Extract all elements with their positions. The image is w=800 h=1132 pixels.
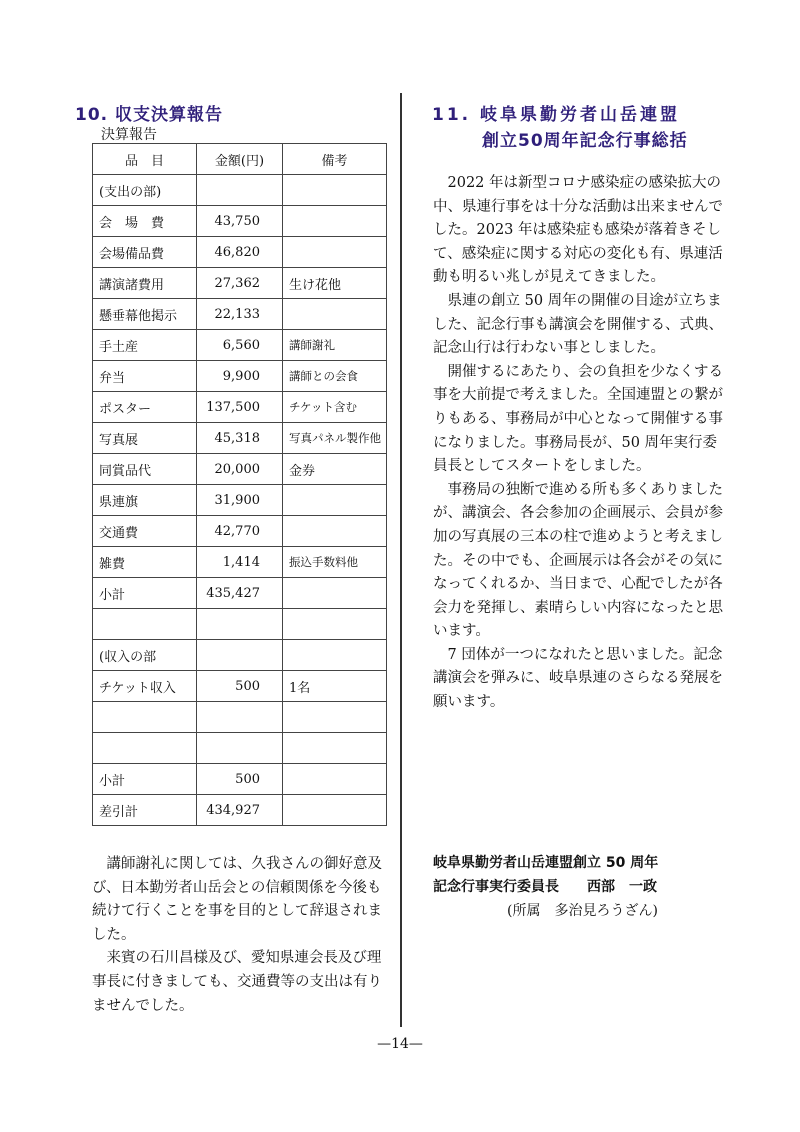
table-row [93, 764, 387, 795]
remarks-cell: チケット含む [283, 392, 387, 423]
summary-body [433, 172, 729, 715]
item-cell: (支出の部) [93, 175, 197, 206]
remarks-cell: 1名 [283, 671, 387, 702]
table-row [93, 268, 387, 299]
section-11-heading: 11. 岐阜県勤労者山岳連盟 [432, 105, 681, 125]
header-item: 品 目 [93, 144, 197, 175]
remarks-cell [283, 795, 387, 826]
item-cell [93, 733, 197, 764]
table-row [93, 485, 387, 516]
table-row [93, 206, 387, 237]
amount-cell [197, 702, 283, 733]
table-row [93, 671, 387, 702]
remarks-cell [283, 175, 387, 206]
remarks-cell: 講師との会食 [283, 361, 387, 392]
amount-cell [197, 175, 283, 206]
remarks-cell: 講師謝礼 [283, 330, 387, 361]
amount-cell: 500 [197, 764, 283, 795]
signature-block [433, 851, 658, 923]
remarks-cell [283, 485, 387, 516]
item-cell [93, 609, 197, 640]
table-row [93, 733, 387, 764]
table-row [93, 516, 387, 547]
settlement-table [92, 143, 387, 826]
body-paragraph: 7 団体が一つになれたと思いました。記念講演会を弾みに、岐阜県連のさらなる発展を願います。 [433, 646, 723, 711]
item-cell [93, 702, 197, 733]
remarks-cell [283, 702, 387, 733]
amount-cell: 22,133 [197, 299, 283, 330]
table-row [93, 423, 387, 454]
item-cell: 会 場 費 [93, 206, 197, 237]
remarks-cell [283, 640, 387, 671]
table-row [93, 609, 387, 640]
body-paragraph: 開催するにあたり、会の負担を少なくする事を大前提で考えました。全国連盟との繋がりもある、事務局が中心となって開催する事になりました。事務局長が、50 周年実行委員長としてスタートをしました。 [433, 363, 723, 475]
remarks-cell: 金券 [283, 454, 387, 485]
item-cell: 県連旗 [93, 485, 197, 516]
remarks-cell [283, 516, 387, 547]
amount-cell: 435,427 [197, 578, 283, 609]
item-cell: チケット収入 [93, 671, 197, 702]
item-cell: 弁当 [93, 361, 197, 392]
header-amount: 金額(円) [197, 144, 283, 175]
amount-cell: 6,560 [197, 330, 283, 361]
amount-cell: 42,770 [197, 516, 283, 547]
page-number: —14— [377, 1036, 423, 1052]
remarks-cell [283, 578, 387, 609]
table-row [93, 361, 387, 392]
table-row [93, 578, 387, 609]
table-caption: 決算報告 [101, 127, 157, 143]
left-notes [92, 853, 392, 1018]
signature-affiliation: (所属 多治見ろうざん) [507, 903, 658, 919]
amount-cell [197, 640, 283, 671]
remarks-cell [283, 733, 387, 764]
table-row [93, 702, 387, 733]
amount-cell: 20,000 [197, 454, 283, 485]
header-remarks: 備考 [283, 144, 387, 175]
amount-cell: 434,927 [197, 795, 283, 826]
table-row [93, 640, 387, 671]
note-paragraph: 講師謝礼に関しては、久我さんの御好意及び、日本勤労者山岳会との信頼関係を今後も続けて行くことを事を目的として辞退されました。 [92, 856, 382, 943]
amount-cell: 9,900 [197, 361, 283, 392]
body-paragraph: 2022 年は新型コロナ感染症の感染拡大の中、県連行事をは十分な活動は出来ませんでした。2023 年は感染症も感染が落着きそして、感染症に関する対応の変化も有、県連活動も明るい兆しが見えてきました。 [433, 175, 723, 286]
remarks-cell [283, 206, 387, 237]
item-cell: 小計 [93, 764, 197, 795]
body-paragraph: 事務局の独断で進める所も多くありましたが、講演会、各会参加の企画展示、会員が参加の写真展の三本の柱で進めようと考えました。その中でも、企画展示は各会がその気になってくれるか、当日まで、心配でしたが各会力を発揮し、素晴らしい内容になったと思います。 [433, 481, 723, 640]
table-row [93, 175, 387, 206]
item-cell: 交通費 [93, 516, 197, 547]
remarks-cell [283, 609, 387, 640]
section-11-subheading: 創立50周年記念行事総括 [482, 131, 688, 151]
table-row [93, 547, 387, 578]
table-row [93, 795, 387, 826]
table-row [93, 237, 387, 268]
section-10-heading: 10. 収支決算報告 [75, 105, 224, 125]
column-divider [400, 93, 402, 1027]
amount-cell: 43,750 [197, 206, 283, 237]
table-row [93, 299, 387, 330]
amount-cell: 500 [197, 671, 283, 702]
note-paragraph: 来賓の石川昌様及び、愛知県連会長及び理事長に付きましても、交通費等の支出は有りませんでした。 [92, 950, 382, 1014]
table-row [93, 330, 387, 361]
item-cell: 懸垂幕他掲示 [93, 299, 197, 330]
amount-cell: 45,318 [197, 423, 283, 454]
remarks-cell [283, 764, 387, 795]
amount-cell: 27,362 [197, 268, 283, 299]
amount-cell: 46,820 [197, 237, 283, 268]
signature-line-1: 岐阜県勤労者山岳連盟創立 50 周年 [433, 855, 659, 871]
remarks-cell [283, 299, 387, 330]
item-cell: 同賞品代 [93, 454, 197, 485]
amount-cell [197, 609, 283, 640]
body-paragraph: 県連の創立 50 周年の開催の目途が立ちました、記念行事も講演会を開催する、式典、記念山行は行わない事としました。 [433, 292, 723, 357]
amount-cell: 1,414 [197, 547, 283, 578]
item-cell: 写真展 [93, 423, 197, 454]
table-row [93, 392, 387, 423]
signature-line-2: 記念行事実行委員長 西部 一政 [433, 879, 657, 895]
remarks-cell [283, 237, 387, 268]
amount-cell: 137,500 [197, 392, 283, 423]
item-cell: 手土産 [93, 330, 197, 361]
amount-cell: 31,900 [197, 485, 283, 516]
remarks-cell: 生け花他 [283, 268, 387, 299]
item-cell: 講演諸費用 [93, 268, 197, 299]
item-cell: 会場備品費 [93, 237, 197, 268]
item-cell: ポスター [93, 392, 197, 423]
remarks-cell: 写真パネル製作他 [283, 423, 387, 454]
remarks-cell: 振込手数料他 [283, 547, 387, 578]
item-cell: 雑費 [93, 547, 197, 578]
item-cell: (収入の部 [93, 640, 197, 671]
item-cell: 小計 [93, 578, 197, 609]
table-header-row [93, 144, 387, 175]
amount-cell [197, 733, 283, 764]
item-cell: 差引計 [93, 795, 197, 826]
table-row [93, 454, 387, 485]
